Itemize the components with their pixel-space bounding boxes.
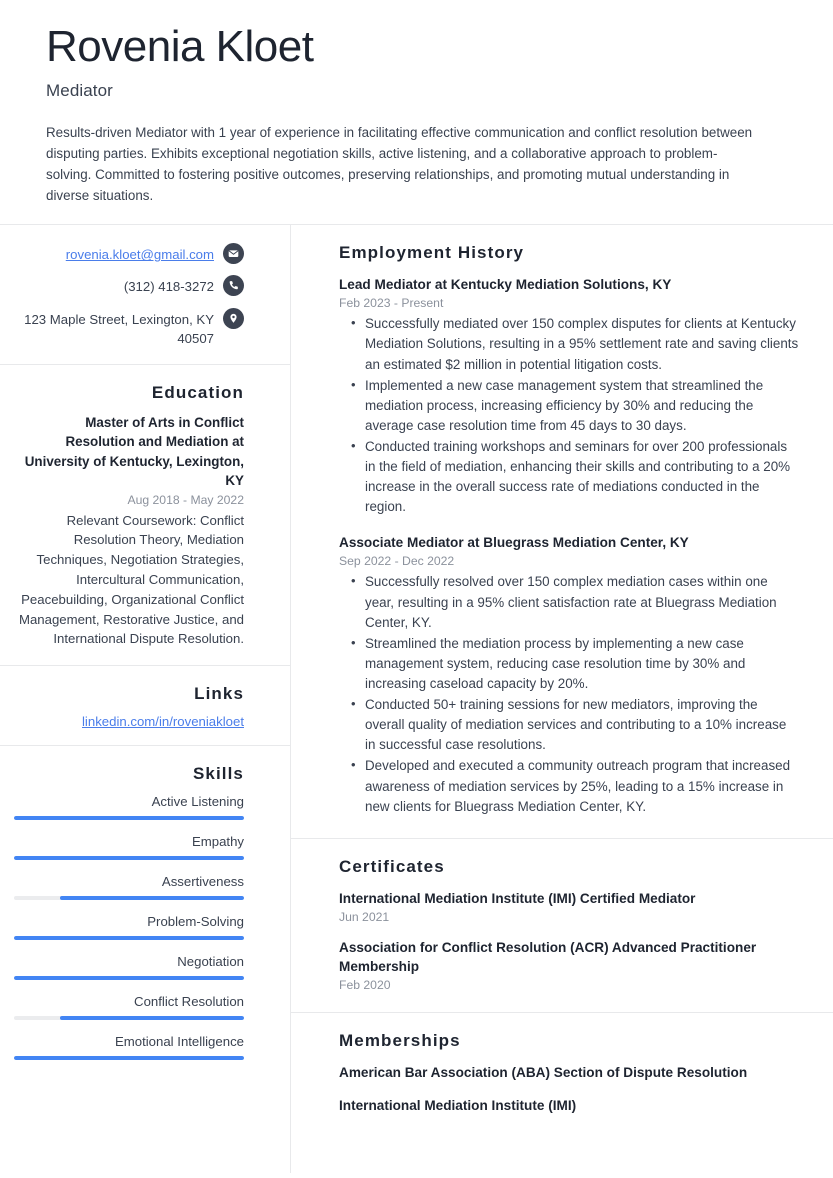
education-heading: Education	[151, 382, 244, 402]
professional-summary: Results-driven Mediator with 1 year of experience in facilitating effective communication and conflict resolution between disputing parties. Exhibits exceptional negotiation skills, active listening, and a collaborative approach to problem-solving. Committed to fostering positive outcomes, preserving relationships, and promoting mutual understanding in diverse situations.	[46, 125, 753, 203]
phone-icon	[223, 275, 244, 296]
skill-item	[14, 874, 244, 900]
certificate-name: Association for Conflict Resolution (ACR) Advanced Practitioner Membership	[339, 939, 757, 974]
employment-entry	[339, 275, 799, 517]
skill-level-fill	[60, 896, 244, 900]
contact-item-address	[14, 308, 244, 348]
links-section	[0, 666, 290, 746]
skill-level-fill	[14, 936, 244, 940]
contact-item-email[interactable]	[14, 243, 244, 264]
links-heading: Links	[194, 684, 244, 704]
membership-entry: American Bar Association (ABA) Section of Dispute Resolution	[339, 1064, 748, 1080]
skill-item	[14, 834, 244, 860]
certificate-date: Feb 2020	[339, 977, 391, 992]
skill-name: Problem-Solving	[147, 914, 244, 930]
education-entry	[14, 413, 244, 649]
resume-header	[0, 0, 833, 225]
education-date: Aug 2018 - May 2022	[127, 492, 244, 507]
skill-level-track	[14, 856, 244, 860]
memberships-section	[291, 1013, 833, 1135]
skill-level-track	[14, 896, 244, 900]
skill-name: Active Listening	[151, 794, 244, 810]
skill-item	[14, 1034, 244, 1060]
membership-entry: International Mediation Institute (IMI)	[339, 1097, 577, 1113]
skill-name: Assertiveness	[161, 874, 244, 890]
employment-title: Associate Mediator at Bluegrass Mediation Center, KY	[339, 535, 689, 551]
skill-level-track	[14, 816, 244, 820]
employment-bullets	[339, 314, 799, 517]
education-description: Relevant Coursework: Conflict Resolution Theory, Mediation Techniques, Negotiation Strategies, Intercultural Communication, Peacebuilding, Organizational Conflict Management, Restorative Justice, and International Dispute Resolution.	[18, 512, 244, 647]
skills-section	[0, 746, 290, 1076]
skills-heading: Skills	[192, 764, 244, 784]
skill-name: Emotional Intelligence	[114, 1034, 244, 1050]
employment-date: Feb 2023 - Present	[339, 296, 444, 311]
candidate-job-title: Mediator	[46, 81, 113, 101]
employment-entry	[339, 533, 799, 816]
certificates-section	[291, 839, 833, 1013]
employment-bullet: • Developed and executed a community outreach program that increased awareness of mediation services by 25%, leading to a 15% increase in new clients for Bluegrass Mediation Center, KY.	[365, 756, 799, 816]
employment-bullet: • Streamlined the mediation process by implementing a new case management system, reducing case resolution time by 30% and increasing caseload capacity by 20%.	[365, 634, 799, 694]
certificate-entry	[339, 889, 799, 924]
contact-details-section	[0, 225, 290, 365]
skill-name: Empathy	[191, 834, 244, 850]
sidebar-column	[0, 225, 291, 1173]
skill-level-fill	[14, 816, 244, 820]
location-pin-icon	[223, 308, 244, 329]
skill-item	[14, 914, 244, 940]
employment-title: Lead Mediator at Kentucky Mediation Solutions, KY	[339, 277, 672, 293]
main-column	[291, 225, 833, 1173]
employment-bullet: • Conducted 50+ training sessions for new mediators, improving the overall quality of mediation services and contributing to a 10% increase in successful case resolutions.	[365, 695, 799, 755]
skill-level-fill	[14, 976, 244, 980]
employment-bullets	[339, 572, 799, 816]
education-degree: Master of Arts in Conflict Resolution and Mediation at University of Kentucky, Lexington, KY	[24, 414, 244, 489]
certificate-name: International Mediation Institute (IMI) Certified Mediator	[339, 890, 696, 906]
employment-bullet: • Implemented a new case management system that streamlined the mediation process, increasing efficiency by 30% and reducing the average case resolution time from 45 days to 30 days.	[365, 376, 799, 436]
candidate-name: Rovenia Kloet	[46, 22, 314, 71]
resume-body	[0, 225, 833, 1173]
skill-level-track	[14, 1016, 244, 1020]
contact-phone-text: (312) 418-3272	[123, 279, 214, 295]
skill-item	[14, 794, 244, 820]
skill-level-track	[14, 936, 244, 940]
link-item-linkedin[interactable]: linkedin.com/in/roveniakloet	[82, 714, 244, 730]
education-section	[0, 365, 290, 666]
envelope-icon	[223, 243, 244, 264]
memberships-heading: Memberships	[339, 1030, 461, 1050]
skill-name: Conflict Resolution	[134, 994, 244, 1010]
employment-date: Sep 2022 - Dec 2022	[339, 554, 455, 569]
employment-history-section	[291, 225, 833, 838]
skill-level-fill	[14, 1056, 244, 1060]
contact-address-text: 123 Maple Street, Lexington, KY 40507	[24, 311, 214, 346]
skill-item	[14, 954, 244, 980]
employment-history-heading: Employment History	[339, 243, 525, 263]
skill-level-fill	[14, 856, 244, 860]
employment-bullet: • Conducted training workshops and seminars for over 200 professionals in the field of mediation, enhancing their skills and contributing to a 20% increase in the overall success rate of mediations conducted in the region.	[365, 437, 799, 517]
employment-bullet: • Successfully resolved over 150 complex mediation cases within one year, resulting in a 95% client satisfaction rate at Bluegrass Mediation Center, KY.	[365, 572, 799, 632]
certificates-heading: Certificates	[339, 856, 445, 876]
contact-item-phone	[14, 275, 244, 296]
employment-bullet: • Successfully mediated over 150 complex disputes for clients at Kentucky Mediation Solutions, resulting in a 95% settlement rate and saving clients an estimated $2 million in potential litigation costs.	[365, 314, 799, 374]
skill-item	[14, 994, 244, 1020]
skill-level-track	[14, 1056, 244, 1060]
certificate-date: Jun 2021	[339, 909, 390, 924]
skill-level-fill	[60, 1016, 244, 1020]
skill-level-track	[14, 976, 244, 980]
contact-email-text[interactable]: rovenia.kloet@gmail.com	[65, 247, 214, 263]
skill-name: Negotiation	[177, 954, 244, 970]
certificate-entry	[339, 938, 799, 992]
